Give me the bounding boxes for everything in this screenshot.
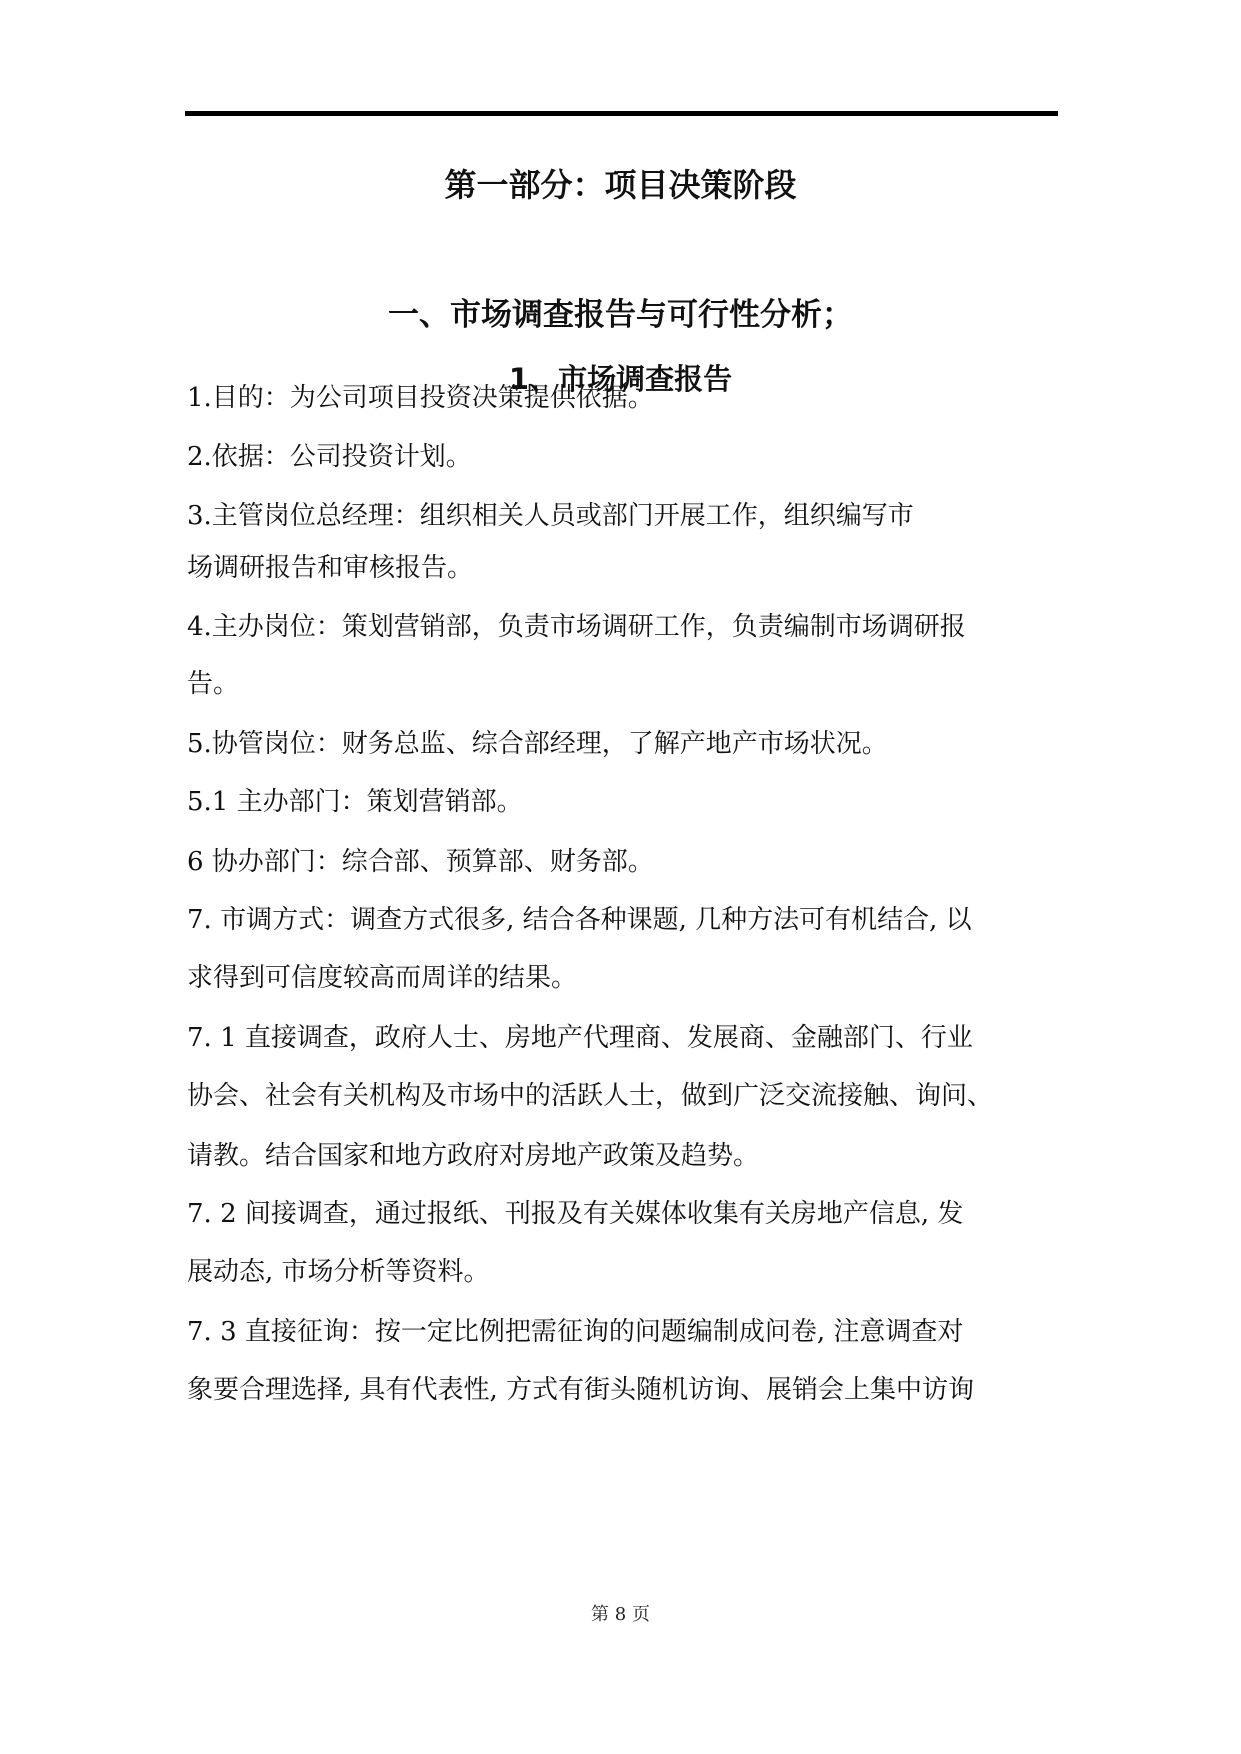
body-line: 求得到可信度较高而周详的结果。: [187, 963, 578, 993]
body-line: 告。: [187, 669, 240, 699]
body-line: 5.协管岗位：财务总监、综合部经理，了解产地产市场状况。: [187, 729, 888, 759]
body-line: 展动态, 市场分析等资料。: [187, 1257, 490, 1287]
subsection-title: 1、市场调查报告: [508, 362, 733, 396]
body-line: 请教。结合国家和地方政府对房地产政策及趋势。: [187, 1141, 760, 1171]
section-title: 一、市场调查报告与可行性分析；: [388, 297, 853, 333]
body-line: 2.依据：公司投资计划。: [187, 442, 472, 472]
body-line: 7. 市调方式：调查方式很多, 结合各种课题, 几种方法可有机结合, 以: [187, 905, 972, 935]
body-line: 3.主管岗位总经理：组织相关人员或部门开展工作，组织编写市: [187, 501, 914, 531]
body-line: 5.1 主办部门：策划营销部。: [187, 787, 523, 817]
body-line: 场调研报告和审核报告。: [187, 553, 474, 583]
header-rule: [185, 111, 1058, 116]
body-line: 1.目的：为公司项目投资决策提供依据。: [187, 383, 654, 413]
body-line: 4.主办岗位：策划营销部，负责市场调研工作，负责编制市场调研报: [187, 612, 966, 642]
body-line: 7. 3 直接征询：按一定比例把需征询的问题编制成问卷, 注意调查对: [187, 1317, 964, 1347]
body-line: 协会、社会有关机构及市场中的活跃人士，做到广泛交流接触、询问、: [187, 1081, 994, 1111]
body-line: 7. 2 间接调查，通过报纸、刊报及有关媒体收集有关房地产信息, 发: [187, 1199, 964, 1229]
part-title: 第一部分：项目决策阶段: [444, 166, 797, 204]
body-line: 6 协办部门：综合部、预算部、财务部。: [187, 847, 654, 877]
body-line: 象要合理选择, 具有代表性, 方式有街头随机访询、展销会上集中访询: [187, 1375, 975, 1405]
body-line: 7. 1 直接调查，政府人士、房地产代理商、发展商、金融部门、行业: [187, 1023, 973, 1053]
page-number: 第 8 页: [591, 1604, 650, 1625]
